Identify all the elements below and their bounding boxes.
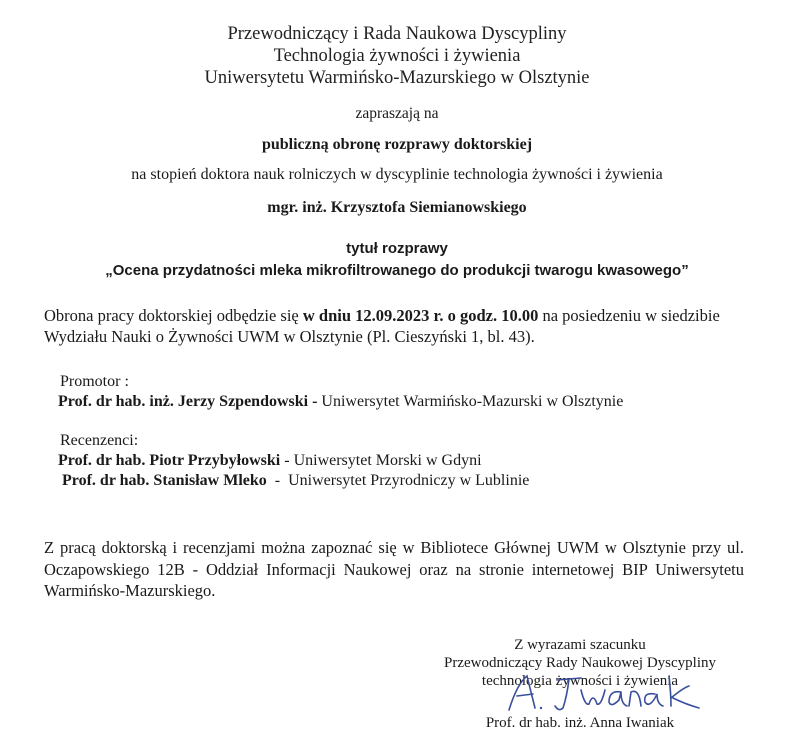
promotor-line — [58, 393, 623, 411]
promotor-label: Promotor : — [60, 373, 129, 390]
closing-greeting: Z wyrazami szacunku — [514, 637, 646, 653]
signatory-name: Prof. dr hab. inż. Anna Iwaniak — [485, 715, 675, 731]
reviewer-2-name: Prof. dr hab. Stanisław Mleko — [62, 472, 267, 489]
event-title: publiczną obronę rozprawy doktorskiej — [261, 136, 533, 153]
header-line-1: Przewodniczący i Rada Naukowa Dyscypliny — [227, 24, 567, 44]
reviewer-1-affiliation: - Uniwersytet Morski w Gdyni — [280, 452, 482, 469]
reviewer-1-name: Prof. dr hab. Piotr Przybyłowski — [58, 452, 281, 469]
promotor-name: Prof. dr hab. inż. Jerzy Szpendowski - — [58, 393, 318, 410]
defense-paragraph — [44, 305, 744, 347]
header-line-2: Technologia żywności i żywienia — [273, 46, 521, 66]
handwritten-signature — [505, 670, 715, 720]
degree-line: na stopień doktora nauk rolniczych w dyscyplinie technologia żywności i żywienia — [131, 166, 663, 183]
invite-text: zapraszają na — [355, 105, 439, 122]
reviewer-2 — [62, 472, 529, 490]
thesis-title: „Ocena przydatności mleka mikrofiltrowanego do produkcji twarogu kwasowego” — [105, 262, 689, 279]
candidate-name: mgr. inż. Krzysztofa Siemianowskiego — [267, 199, 527, 216]
thesis-label: tytuł rozprawy — [346, 240, 448, 257]
defense-text-before: Obrona pracy doktorskiej odbędzie się — [44, 306, 303, 325]
reviewer-1 — [58, 452, 482, 470]
header-line-3: Uniwersytetu Warmińsko-Mazurskiego w Olsztynie — [204, 68, 590, 88]
promotor-affiliation: Uniwersytet Warmińsko-Mazurski w Olsztynie — [317, 393, 624, 410]
defense-datetime: w dniu 12.09.2023 r. o godz. 10.00 — [302, 306, 539, 325]
closing-role-line-2: technologia żywności i żywienia — [481, 673, 679, 689]
reviewers-label: Recenzenci: — [60, 432, 139, 449]
info-paragraph: Z pracą doktorską i recenzjami można zapoznać się w Bibliotece Głównej UWM w Olsztynie przy ul. Oczapowskiego 12B - Oddział Informacji Naukowej oraz na stronie internetowej BIP Uniwersytetu Warmińsko-Mazurskiego. — [44, 538, 744, 600]
defense-text-after: na posiedzeniu w siedzibie Wydziału Nauki o Żywności UWM w Olsztynie (Pl. Cieszyński 1, bl. 43). — [44, 306, 720, 346]
closing-role-line-1: Przewodniczący Rady Naukowej Dyscypliny — [443, 655, 716, 671]
reviewer-2-affiliation: - Uniwersytet Przyrodniczy w Lublinie — [266, 472, 530, 489]
